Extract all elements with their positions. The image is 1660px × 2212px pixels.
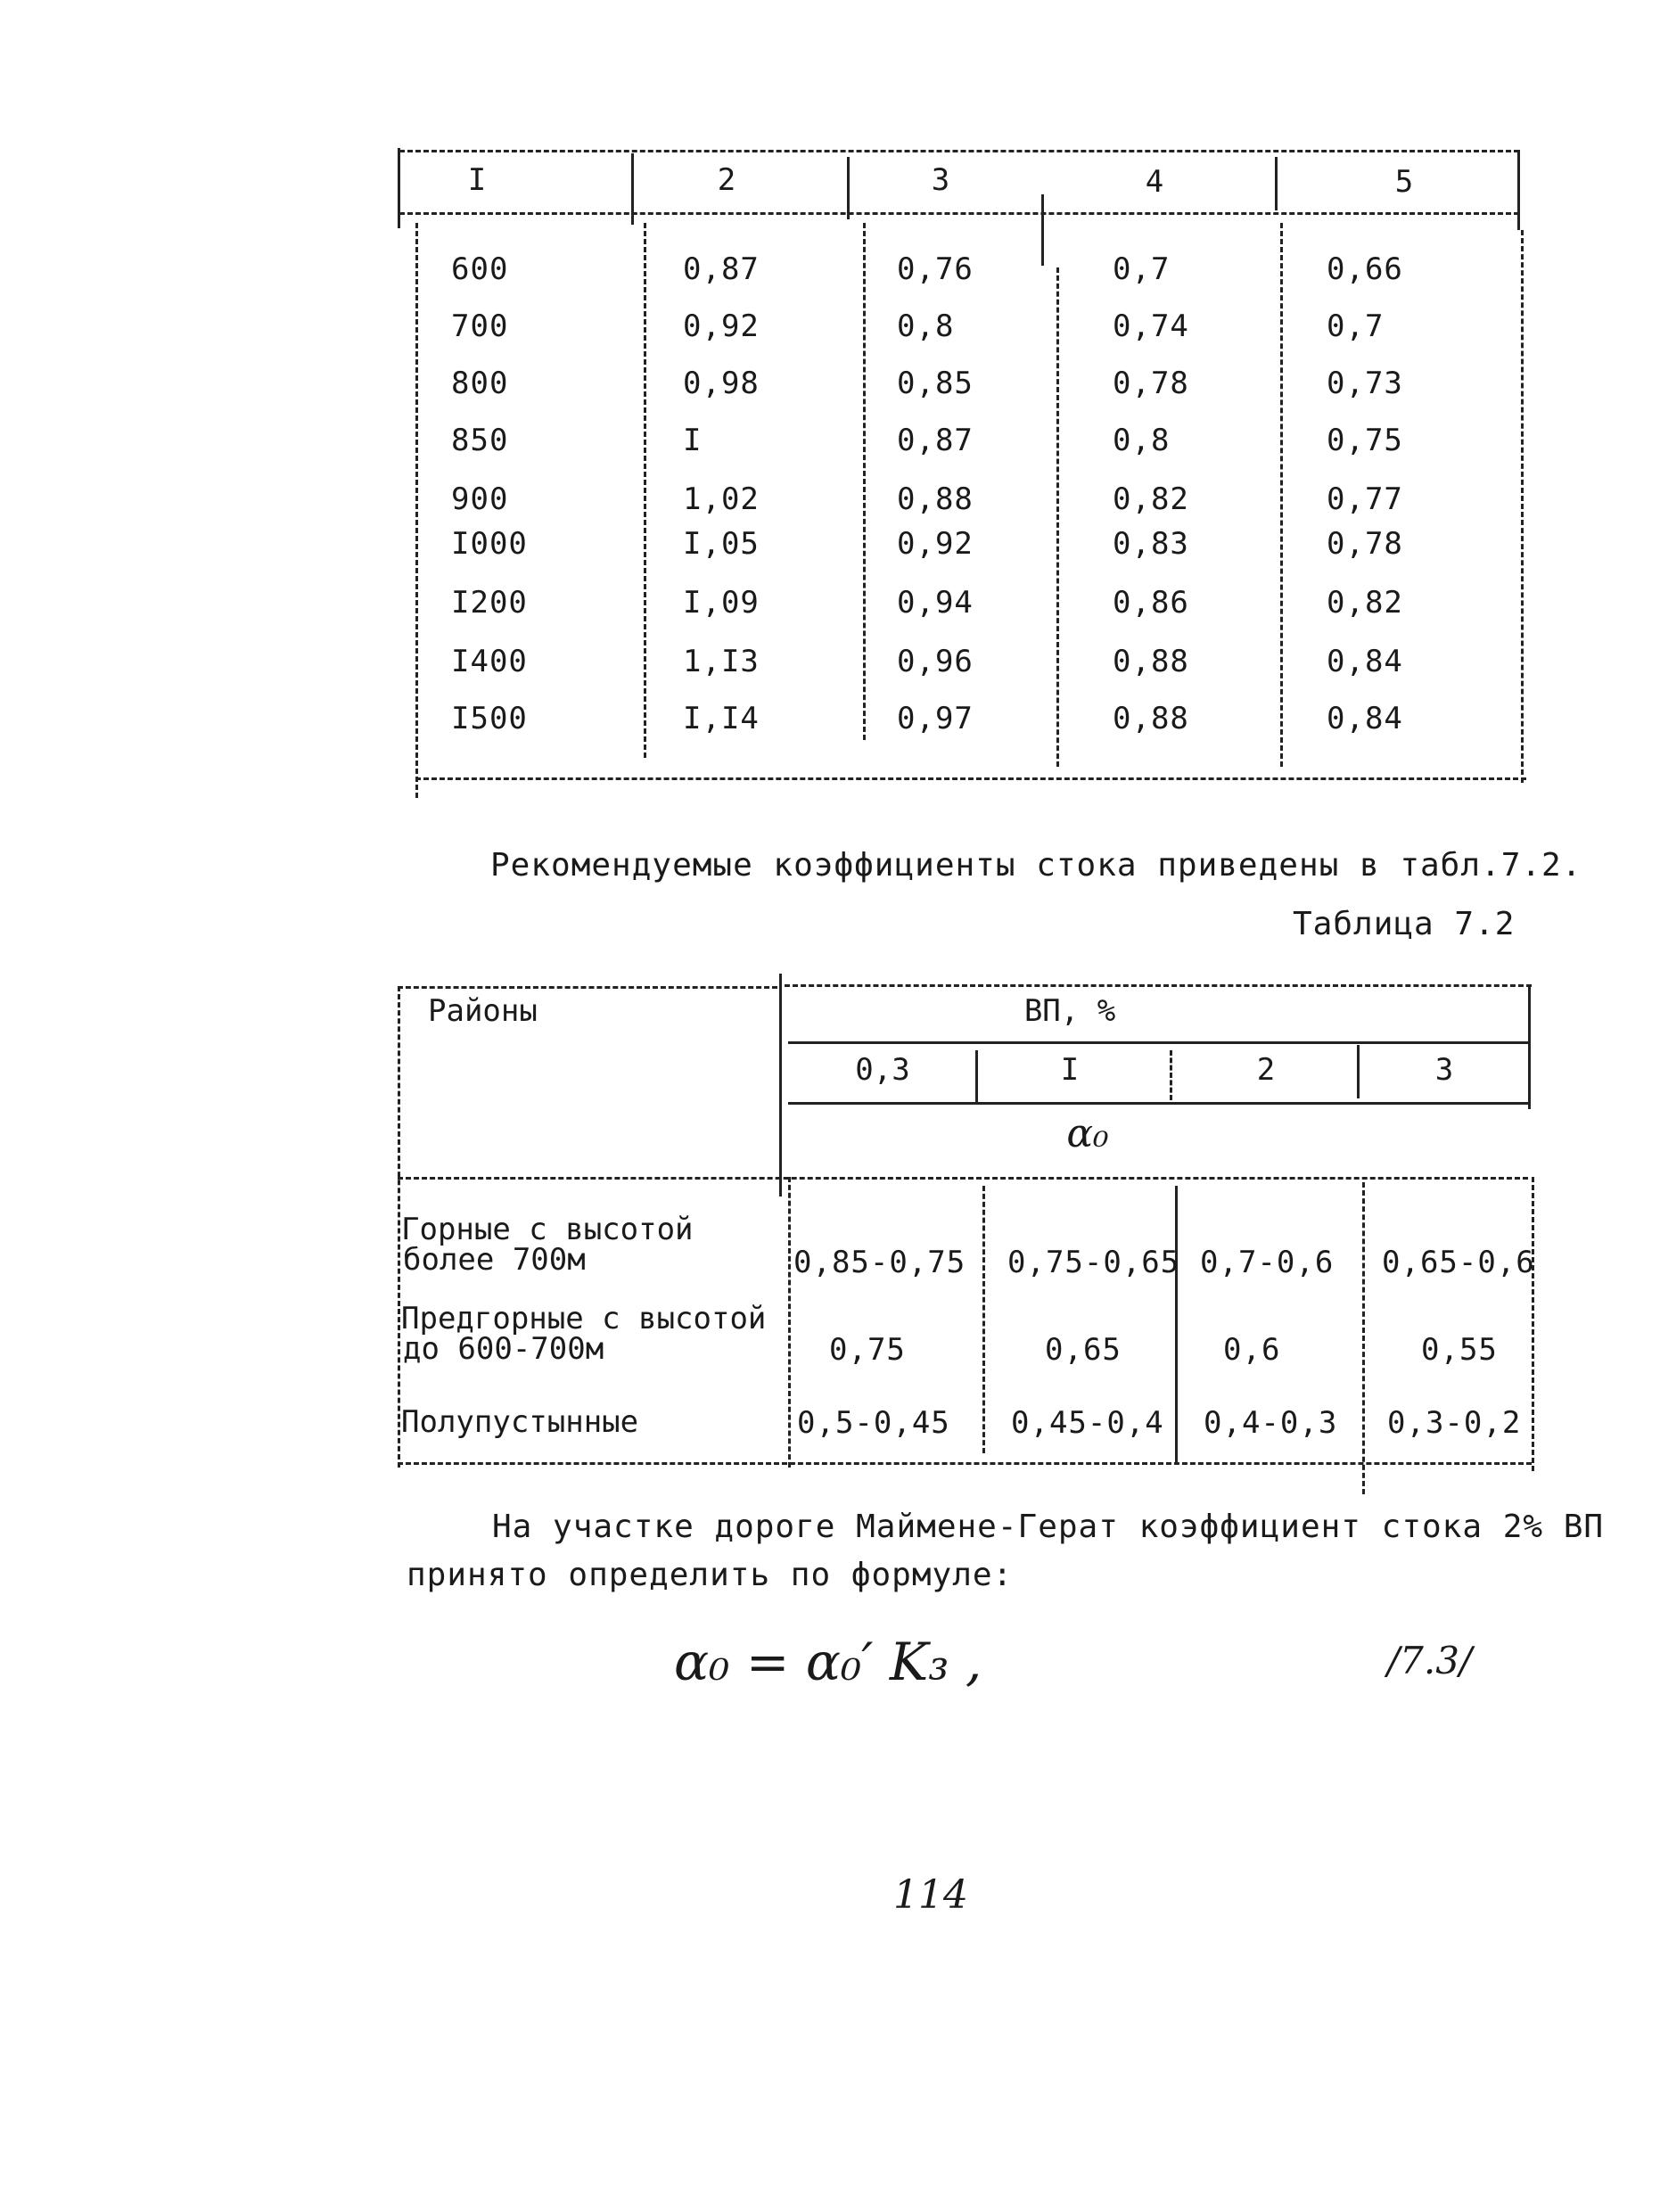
table-1-cell: 0,76	[897, 251, 974, 287]
table-2-cell: 0,45-0,4	[1011, 1405, 1164, 1441]
table-1-cell: 0,87	[897, 423, 974, 458]
table-1-cell: 0,97	[897, 701, 974, 736]
alpha-symbol: α₀	[1066, 1111, 1109, 1156]
table-2-row-label-2: более 700м	[403, 1242, 586, 1278]
table-1-cell: 0,82	[1327, 585, 1403, 621]
table-2-cell: 0,85-0,75	[793, 1245, 966, 1280]
table-1-cell: 0,82	[1113, 481, 1189, 517]
table-1-cell: 0,78	[1327, 526, 1403, 562]
table-2-cell: 0,55	[1421, 1332, 1498, 1368]
table-1-header-3: 3	[931, 162, 950, 198]
table-2-cell: 0,3-0,2	[1387, 1405, 1522, 1441]
table-1-cell: 0,8	[897, 308, 955, 344]
table-1-cell: 0,87	[683, 251, 760, 287]
table-1-cell: 800	[451, 366, 509, 401]
table-1-cell: I	[683, 423, 703, 458]
paragraph-2-line-2: принято определить по формуле:	[407, 1557, 1014, 1593]
table-1-cell: 0,83	[1113, 526, 1189, 562]
table-1-cell: I400	[451, 644, 528, 679]
table-1-cell: 0,84	[1327, 701, 1403, 736]
table-1-cell: 1,I3	[683, 644, 760, 679]
table-2-vp-value: I	[1060, 1052, 1080, 1088]
paragraph-1: Рекомендуемые коэффициенты стока приведены в табл.7.2.	[490, 847, 1582, 884]
table-1-cell: 0,77	[1327, 481, 1403, 517]
paragraph-2-line-1: На участке дороге Маймене-Герат коэффициент стока 2% ВП	[492, 1509, 1605, 1545]
table-1-cell: 0,92	[897, 526, 974, 562]
page-number: 114	[893, 1872, 968, 1918]
table-2-vp-value: 3	[1434, 1052, 1454, 1088]
table-1-cell: 0,73	[1327, 366, 1403, 401]
table-1-cell: 1,02	[683, 481, 760, 517]
table-1-cell: 0,85	[897, 366, 974, 401]
table-1-cell: 0,7	[1113, 251, 1171, 287]
table-2-vp-value: 2	[1256, 1052, 1276, 1088]
table-1-cell: 600	[451, 251, 509, 287]
table-2-cell: 0,65-0,6	[1382, 1245, 1535, 1280]
table-1-cell: I,09	[683, 585, 760, 621]
table-2-caption: Таблица 7.2	[1293, 906, 1516, 942]
table-1-header-4: 4	[1145, 164, 1164, 200]
table-2-header-vp: ВП, %	[1023, 993, 1116, 1029]
table-2-cell: 0,65	[1045, 1332, 1122, 1368]
table-2-row-label: Горные с высотой	[401, 1212, 694, 1247]
table-1-cell: 0,84	[1327, 644, 1403, 679]
table-2-row-label-2: до 600-700м	[403, 1331, 604, 1367]
table-1-cell: I,05	[683, 526, 760, 562]
table-2-vp-value: 0,3	[855, 1052, 910, 1088]
table-1-header-5: 5	[1394, 164, 1414, 200]
table-2-row-label: Полупустынные	[401, 1404, 639, 1440]
table-1-cell: 0,96	[897, 644, 974, 679]
table-2-cell: 0,5-0,45	[797, 1405, 950, 1441]
table-1-cell: 0,8	[1113, 423, 1171, 458]
table-1-cell: 0,88	[1113, 644, 1189, 679]
table-1-cell: 700	[451, 308, 509, 344]
table-1-cell: 0,66	[1327, 251, 1403, 287]
table-1-cell: I000	[451, 526, 528, 562]
table-2-header-regions: Районы	[428, 993, 538, 1029]
table-1-cell: 900	[451, 481, 509, 517]
table-2-cell: 0,75	[829, 1332, 906, 1368]
table-2-cell: 0,4-0,3	[1204, 1405, 1338, 1441]
table-1-cell: I200	[451, 585, 528, 621]
table-1-cell: 0,7	[1327, 308, 1385, 344]
table-2-cell: 0,75-0,65	[1007, 1245, 1180, 1280]
table-1-cell: 0,92	[683, 308, 760, 344]
table-1-cell: 0,75	[1327, 423, 1403, 458]
table-1-cell: 0,78	[1113, 366, 1189, 401]
table-1-cell: I500	[451, 701, 528, 736]
table-2-cell: 0,6	[1223, 1332, 1281, 1368]
table-1-cell: 0,88	[1113, 701, 1189, 736]
formula: α₀ = α₀′ K₃ ,	[674, 1632, 982, 1692]
table-1-cell: 850	[451, 423, 509, 458]
table-1-header-1: I	[467, 162, 487, 198]
table-1-cell: 0,94	[897, 585, 974, 621]
table-2-cell: 0,7-0,6	[1200, 1245, 1335, 1280]
table-1-cell: 0,98	[683, 366, 760, 401]
table-1-cell: 0,88	[897, 481, 974, 517]
table-1-cell: 0,74	[1113, 308, 1189, 344]
table-1-cell: 0,86	[1113, 585, 1189, 621]
table-1-cell: I,I4	[683, 701, 760, 736]
table-2-row-label: Предгорные с высотой	[401, 1301, 767, 1336]
table-1-header-2: 2	[717, 162, 736, 198]
formula-number: /7.3/	[1387, 1639, 1473, 1682]
